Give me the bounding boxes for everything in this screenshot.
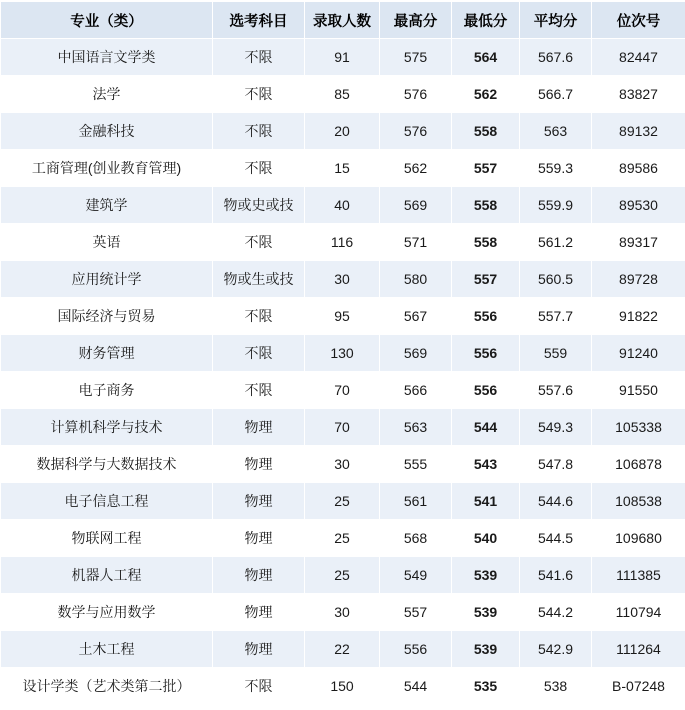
cell-subject: 物或生或技 xyxy=(213,261,305,298)
cell-rank: 108538 xyxy=(592,483,685,520)
cell-rank: 111385 xyxy=(592,557,685,594)
cell-rank: 89317 xyxy=(592,224,685,261)
cell-admitted-count: 116 xyxy=(305,224,380,261)
table-row xyxy=(1,298,685,335)
cell-major: 数据科学与大数据技术 xyxy=(1,446,213,483)
cell-subject: 物理 xyxy=(213,409,305,446)
table-row xyxy=(1,668,685,705)
cell-avg-score: 559.9 xyxy=(520,187,592,224)
table-row xyxy=(1,261,685,298)
cell-major: 机器人工程 xyxy=(1,557,213,594)
admission-score-table xyxy=(0,1,685,705)
cell-rank: 105338 xyxy=(592,409,685,446)
table-row xyxy=(1,150,685,187)
cell-subject: 不限 xyxy=(213,298,305,335)
cell-rank: 106878 xyxy=(592,446,685,483)
cell-subject: 不限 xyxy=(213,372,305,409)
table-header xyxy=(1,2,685,39)
column-header-min-score: 最低分 xyxy=(452,2,520,39)
cell-rank: 89530 xyxy=(592,187,685,224)
table-row xyxy=(1,76,685,113)
column-header-major: 专业（类） xyxy=(1,2,213,39)
cell-min-score: 540 xyxy=(452,520,520,557)
cell-subject: 物理 xyxy=(213,594,305,631)
cell-min-score: 535 xyxy=(452,668,520,705)
cell-max-score: 567 xyxy=(380,298,452,335)
cell-major: 物联网工程 xyxy=(1,520,213,557)
cell-max-score: 569 xyxy=(380,335,452,372)
cell-admitted-count: 15 xyxy=(305,150,380,187)
cell-max-score: 549 xyxy=(380,557,452,594)
cell-avg-score: 541.6 xyxy=(520,557,592,594)
cell-subject: 不限 xyxy=(213,39,305,76)
cell-max-score: 571 xyxy=(380,224,452,261)
cell-admitted-count: 91 xyxy=(305,39,380,76)
cell-rank: B-07248 xyxy=(592,668,685,705)
cell-admitted-count: 20 xyxy=(305,113,380,150)
cell-major: 金融科技 xyxy=(1,113,213,150)
cell-subject: 不限 xyxy=(213,335,305,372)
cell-rank: 110794 xyxy=(592,594,685,631)
cell-admitted-count: 40 xyxy=(305,187,380,224)
cell-min-score: 562 xyxy=(452,76,520,113)
cell-max-score: 556 xyxy=(380,631,452,668)
cell-avg-score: 544.2 xyxy=(520,594,592,631)
table-row xyxy=(1,409,685,446)
cell-admitted-count: 30 xyxy=(305,446,380,483)
table-row xyxy=(1,113,685,150)
cell-subject: 物理 xyxy=(213,631,305,668)
cell-subject: 物理 xyxy=(213,483,305,520)
cell-major: 法学 xyxy=(1,76,213,113)
cell-admitted-count: 70 xyxy=(305,409,380,446)
table-row xyxy=(1,483,685,520)
cell-max-score: 566 xyxy=(380,372,452,409)
cell-min-score: 556 xyxy=(452,335,520,372)
cell-rank: 91240 xyxy=(592,335,685,372)
cell-max-score: 569 xyxy=(380,187,452,224)
cell-subject: 不限 xyxy=(213,224,305,261)
cell-rank: 91550 xyxy=(592,372,685,409)
cell-min-score: 543 xyxy=(452,446,520,483)
cell-min-score: 544 xyxy=(452,409,520,446)
cell-admitted-count: 30 xyxy=(305,594,380,631)
cell-major: 英语 xyxy=(1,224,213,261)
cell-subject: 不限 xyxy=(213,76,305,113)
cell-min-score: 556 xyxy=(452,372,520,409)
cell-avg-score: 559 xyxy=(520,335,592,372)
cell-rank: 83827 xyxy=(592,76,685,113)
cell-admitted-count: 95 xyxy=(305,298,380,335)
table-row xyxy=(1,224,685,261)
table-row xyxy=(1,335,685,372)
cell-max-score: 576 xyxy=(380,76,452,113)
cell-min-score: 558 xyxy=(452,224,520,261)
cell-rank: 89728 xyxy=(592,261,685,298)
cell-avg-score: 544.6 xyxy=(520,483,592,520)
cell-avg-score: 561.2 xyxy=(520,224,592,261)
cell-min-score: 539 xyxy=(452,631,520,668)
cell-min-score: 557 xyxy=(452,150,520,187)
cell-subject: 不限 xyxy=(213,113,305,150)
cell-avg-score: 563 xyxy=(520,113,592,150)
cell-major: 应用统计学 xyxy=(1,261,213,298)
table-row xyxy=(1,372,685,409)
cell-avg-score: 542.9 xyxy=(520,631,592,668)
cell-max-score: 575 xyxy=(380,39,452,76)
cell-min-score: 558 xyxy=(452,113,520,150)
cell-max-score: 561 xyxy=(380,483,452,520)
cell-major: 土木工程 xyxy=(1,631,213,668)
cell-max-score: 562 xyxy=(380,150,452,187)
cell-min-score: 556 xyxy=(452,298,520,335)
cell-subject: 不限 xyxy=(213,668,305,705)
cell-rank: 82447 xyxy=(592,39,685,76)
table-row xyxy=(1,39,685,76)
cell-subject: 物理 xyxy=(213,446,305,483)
cell-avg-score: 566.7 xyxy=(520,76,592,113)
cell-rank: 89586 xyxy=(592,150,685,187)
column-header-rank: 位次号 xyxy=(592,2,685,39)
table-row xyxy=(1,520,685,557)
cell-admitted-count: 25 xyxy=(305,483,380,520)
cell-admitted-count: 70 xyxy=(305,372,380,409)
cell-min-score: 557 xyxy=(452,261,520,298)
cell-max-score: 563 xyxy=(380,409,452,446)
cell-major: 设计学类（艺术类第二批） xyxy=(1,668,213,705)
cell-avg-score: 547.8 xyxy=(520,446,592,483)
header-row xyxy=(1,2,685,39)
column-header-admitted-count: 录取人数 xyxy=(305,2,380,39)
cell-avg-score: 544.5 xyxy=(520,520,592,557)
cell-major: 电子商务 xyxy=(1,372,213,409)
cell-admitted-count: 25 xyxy=(305,520,380,557)
cell-major: 数学与应用数学 xyxy=(1,594,213,631)
table-row xyxy=(1,631,685,668)
cell-avg-score: 549.3 xyxy=(520,409,592,446)
cell-major: 计算机科学与技术 xyxy=(1,409,213,446)
cell-admitted-count: 130 xyxy=(305,335,380,372)
cell-major: 国际经济与贸易 xyxy=(1,298,213,335)
cell-admitted-count: 85 xyxy=(305,76,380,113)
cell-max-score: 555 xyxy=(380,446,452,483)
column-header-max-score: 最高分 xyxy=(380,2,452,39)
cell-major: 财务管理 xyxy=(1,335,213,372)
cell-subject: 不限 xyxy=(213,150,305,187)
cell-min-score: 539 xyxy=(452,594,520,631)
cell-admitted-count: 30 xyxy=(305,261,380,298)
cell-rank: 109680 xyxy=(592,520,685,557)
table-row xyxy=(1,446,685,483)
column-header-avg-score: 平均分 xyxy=(520,2,592,39)
cell-max-score: 544 xyxy=(380,668,452,705)
cell-admitted-count: 150 xyxy=(305,668,380,705)
table-row xyxy=(1,187,685,224)
cell-min-score: 564 xyxy=(452,39,520,76)
cell-admitted-count: 25 xyxy=(305,557,380,594)
cell-max-score: 580 xyxy=(380,261,452,298)
cell-rank: 111264 xyxy=(592,631,685,668)
column-header-subject: 选考科目 xyxy=(213,2,305,39)
cell-avg-score: 557.6 xyxy=(520,372,592,409)
cell-rank: 89132 xyxy=(592,113,685,150)
cell-max-score: 557 xyxy=(380,594,452,631)
table-row xyxy=(1,557,685,594)
cell-avg-score: 538 xyxy=(520,668,592,705)
cell-avg-score: 559.3 xyxy=(520,150,592,187)
table-row xyxy=(1,594,685,631)
cell-subject: 物理 xyxy=(213,520,305,557)
table-body xyxy=(1,39,685,705)
cell-avg-score: 557.7 xyxy=(520,298,592,335)
cell-subject: 物理 xyxy=(213,557,305,594)
cell-max-score: 576 xyxy=(380,113,452,150)
cell-rank: 91822 xyxy=(592,298,685,335)
cell-min-score: 539 xyxy=(452,557,520,594)
cell-avg-score: 560.5 xyxy=(520,261,592,298)
cell-major: 工商管理(创业教育管理) xyxy=(1,150,213,187)
cell-min-score: 541 xyxy=(452,483,520,520)
cell-major: 电子信息工程 xyxy=(1,483,213,520)
cell-min-score: 558 xyxy=(452,187,520,224)
cell-subject: 物或史或技 xyxy=(213,187,305,224)
cell-major: 中国语言文学类 xyxy=(1,39,213,76)
cell-admitted-count: 22 xyxy=(305,631,380,668)
cell-max-score: 568 xyxy=(380,520,452,557)
cell-major: 建筑学 xyxy=(1,187,213,224)
cell-avg-score: 567.6 xyxy=(520,39,592,76)
